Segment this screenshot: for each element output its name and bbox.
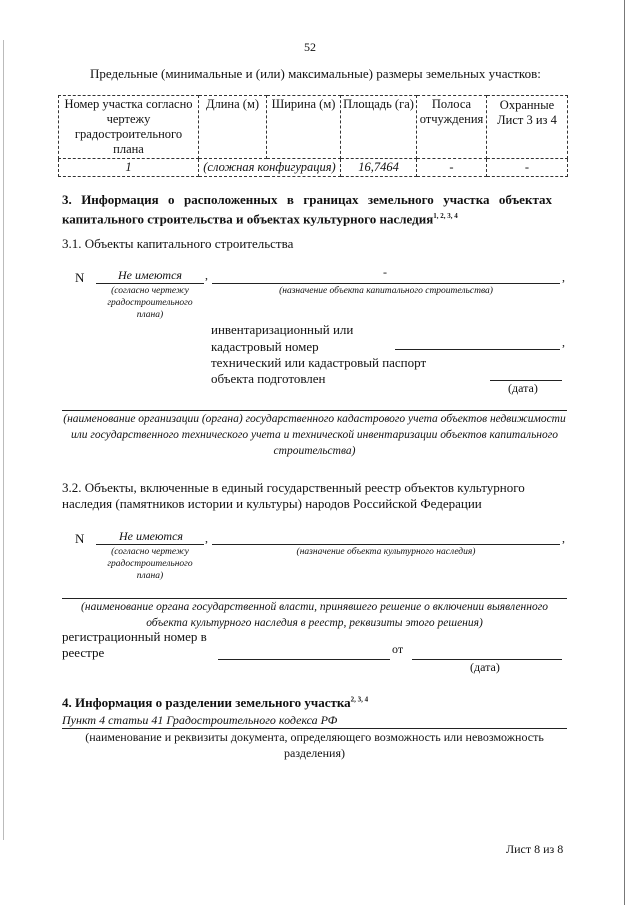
section4-value: Пункт 4 статьи 41 Градостроительного кодекса РФ	[62, 713, 338, 727]
header-area: Площадь (га)	[341, 96, 417, 159]
header-plot-number: Номер участка согласно чертежу градостроительного плана	[59, 96, 199, 159]
cell-protected: -	[487, 159, 568, 177]
limits-header-row	[59, 96, 568, 159]
section31-comma: ,	[205, 268, 208, 282]
section31-value: Не имеются	[117, 268, 182, 282]
section32-caption-drawing: (согласно чертежу градостроительного плана)	[107, 547, 193, 581]
limits-title: Предельные (минимальные и (или) максимальные) размеры земельных участков:	[90, 66, 541, 81]
section32-purpose-line	[212, 544, 560, 545]
section32-n-label: N	[75, 531, 85, 546]
section32-value: Не имеются	[118, 529, 183, 543]
scan-edge-left	[3, 40, 4, 840]
cell-exclusion: -	[417, 159, 487, 177]
header-length: Длина (м)	[199, 96, 267, 159]
section32-value-line	[96, 544, 204, 545]
section3-title: 3. Информация о расположенных в границах земельного участка объектах капитального строительства и объектах культурного наследия$^{1, 2, 3, 4}$	[62, 192, 552, 227]
section32-date-caption: (дата)	[470, 660, 500, 674]
section4-caption: (наименование и реквизиты документа, определяющего возможность или невозможность разделения)	[85, 730, 544, 760]
cell-length-width: (сложная конфигурация)	[199, 159, 341, 177]
section31-org-caption: (наименование организации (органа) государственного кадастрового учета объектов недвижимости или государственного технического учета и технической инвентаризации объектов капитального строительства)	[63, 413, 566, 457]
section32-from-label: от	[392, 642, 404, 656]
limits-table	[58, 95, 568, 177]
header-width: Ширина (м)	[267, 96, 341, 159]
section31-inventory-line	[395, 349, 560, 350]
section32-authority-caption: (наименование органа государственной власти, принявшего решение о включении выявленного объекта культурного наследия в реестр, реквизиты этого решения)	[81, 601, 548, 629]
section32-comma: ,	[205, 531, 208, 545]
section32-caption-purpose: (назначение объекта культурного наследия)	[296, 547, 476, 557]
section31-purpose-value: -	[383, 265, 387, 279]
sheet-number: Лист 8 из 8	[506, 842, 564, 856]
section32-reg-line	[218, 659, 390, 660]
section31-inventory-label: инвентаризационный или кадастровый номер	[211, 322, 354, 354]
section31-passport-label: технический или кадастровый паспорт объекта подготовлен	[211, 355, 427, 386]
page-number: 52	[304, 40, 316, 54]
section31-inventory-comma: ,	[562, 335, 565, 349]
section31-title: 3.1. Объекты капитального строительства	[62, 236, 294, 251]
section4-title: 4. Информация о разделении земельного участка$^{2, 3, 4}$	[62, 695, 369, 710]
section31-caption-purpose: (назначение объекта капитального строительства)	[279, 286, 493, 296]
section31-value-line	[96, 283, 204, 284]
limits-data-row	[59, 159, 568, 177]
section32-comma-end: ,	[562, 531, 565, 545]
section31-purpose-line	[212, 283, 560, 284]
section32-reg-label: регистрационный номер в реестре	[62, 629, 207, 660]
cell-plot-number: 1	[59, 159, 199, 177]
header-protected: Охранные Лист 3 из 4	[487, 96, 568, 159]
section31-date-caption: (дата)	[508, 381, 538, 395]
cell-area: 16,7464	[341, 159, 417, 177]
header-exclusion: Полоса отчуждения	[417, 96, 487, 159]
section32-title: 3.2. Объекты, включенные в единый государственный реестр объектов культурного наследия (памятников истории и культуры) народов Российской Федерации	[62, 480, 525, 511]
section31-caption-drawing: (согласно чертежу градостроительного плана)	[107, 286, 193, 320]
section31-comma-end: ,	[562, 270, 565, 284]
section31-n-label: N	[75, 270, 85, 285]
scan-edge-right	[624, 0, 625, 905]
